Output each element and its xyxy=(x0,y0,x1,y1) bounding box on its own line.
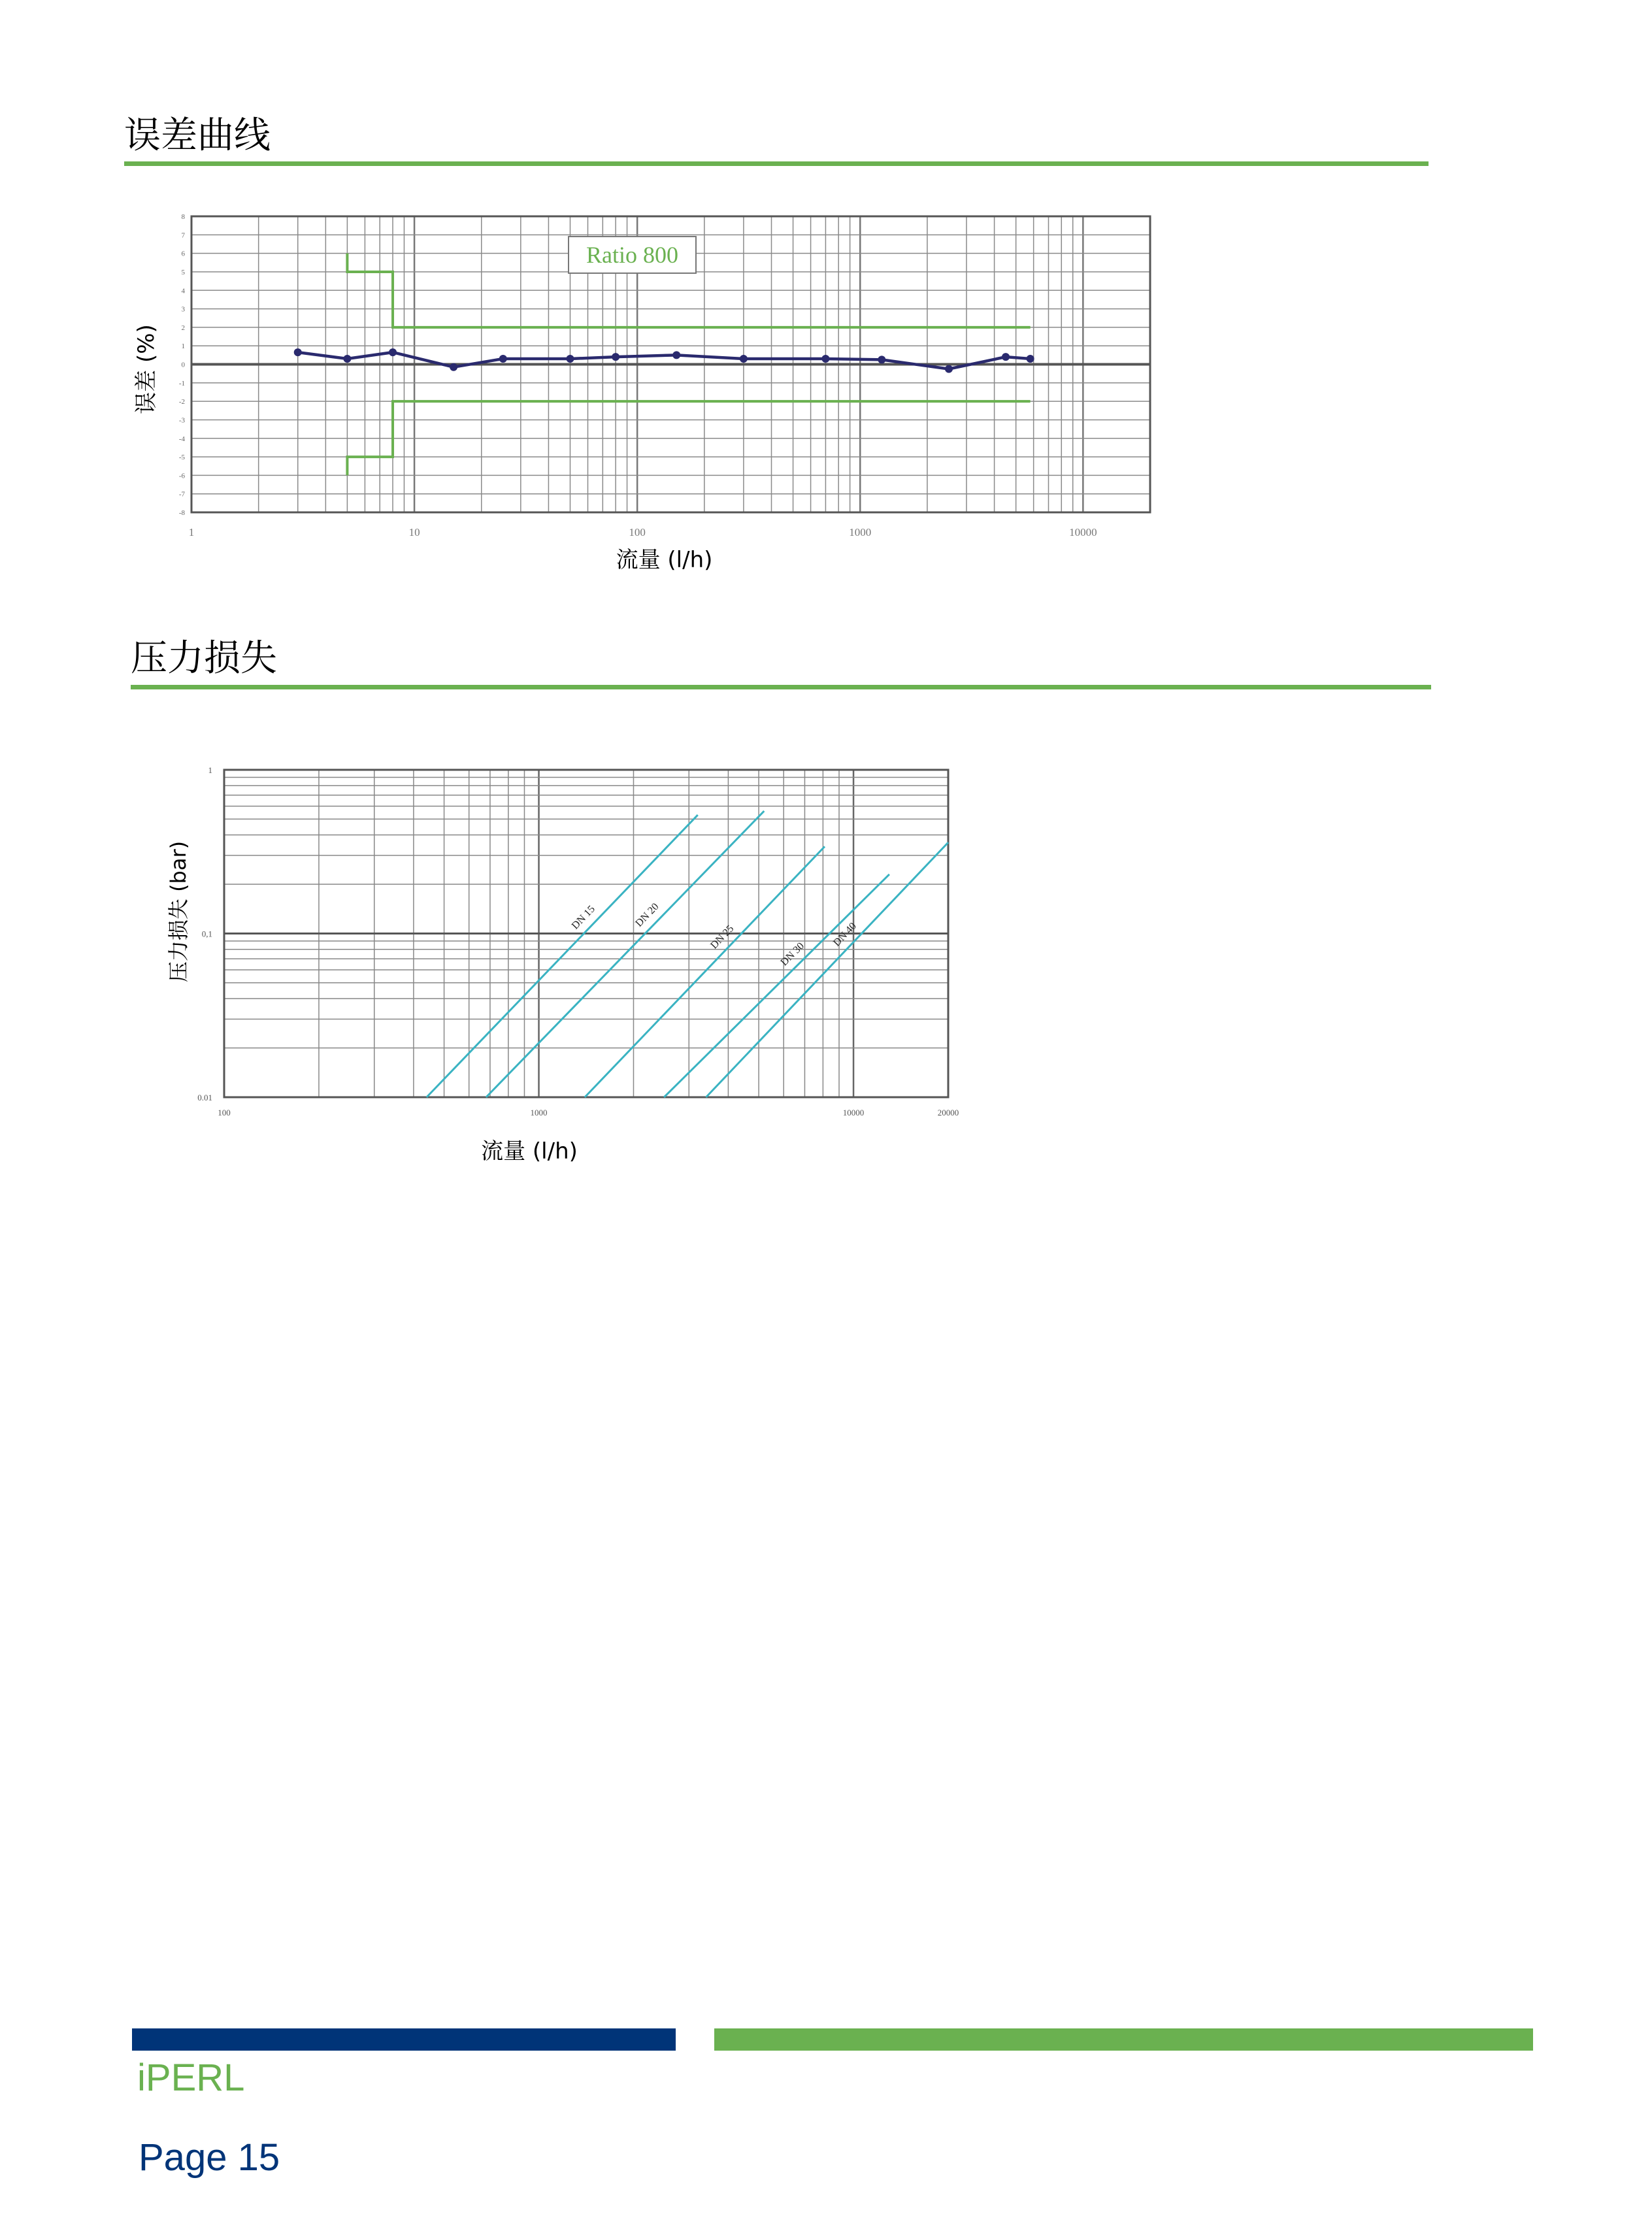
y-tick-label: 1 xyxy=(208,765,212,775)
y-tick-label: 2 xyxy=(181,323,185,332)
y-tick-label: -5 xyxy=(178,454,185,462)
section-title-error-curve: 误差曲线 xyxy=(124,114,271,157)
y-tick-label: 0.01 xyxy=(197,1093,212,1102)
footer-brand: iPERL xyxy=(137,2057,245,2099)
series-label: DN 15 xyxy=(569,903,597,932)
series-label: DN 30 xyxy=(778,940,807,968)
y-axis-title: 压力损失 (bar) xyxy=(166,840,191,983)
y-tick-label: 5 xyxy=(181,268,185,276)
y-tick-label: 1 xyxy=(181,342,185,351)
series-label: DN 25 xyxy=(708,923,736,951)
y-axis-title: 误差 (%) xyxy=(133,324,159,414)
y-tick-label: 3 xyxy=(181,305,185,314)
x-tick-label: 20000 xyxy=(937,1108,959,1117)
y-tick-label: -7 xyxy=(178,490,185,499)
series-line xyxy=(664,874,889,1097)
y-tick-label: -4 xyxy=(178,435,185,443)
y-tick-label: -2 xyxy=(178,398,185,406)
x-axis-title: 流量 (l/h) xyxy=(616,547,713,573)
y-tick-label: -6 xyxy=(178,472,185,480)
x-tick-label: 1 xyxy=(188,526,195,538)
x-tick-label: 1000 xyxy=(530,1108,548,1117)
y-tick-label: 8 xyxy=(181,213,185,221)
x-tick-label: 100 xyxy=(218,1108,231,1117)
ratio-annotation: Ratio 800 xyxy=(586,242,678,268)
y-tick-label: 7 xyxy=(181,231,185,240)
x-tick-label: 100 xyxy=(629,526,646,538)
series-label: DN 40 xyxy=(831,920,859,949)
footer-blue-bar xyxy=(132,2028,676,2051)
x-tick-label: 10000 xyxy=(1069,526,1097,538)
x-tick-label: 1000 xyxy=(849,526,872,538)
section-title-pressure-loss: 压力损失 xyxy=(131,637,277,680)
y-tick-label: 6 xyxy=(181,250,185,258)
y-tick-label: -8 xyxy=(178,509,185,517)
x-tick-label: 10000 xyxy=(842,1108,865,1117)
y-tick-label: -1 xyxy=(178,379,185,388)
footer-green-bar xyxy=(714,2028,1533,2051)
series-line xyxy=(427,815,698,1097)
y-tick-label: 4 xyxy=(181,287,185,295)
x-tick-label: 10 xyxy=(408,526,420,538)
y-tick-label: 0,1 xyxy=(201,929,212,939)
x-axis-title: 流量 (l/h) xyxy=(481,1138,578,1165)
y-tick-label: -3 xyxy=(178,416,185,425)
y-tick-label: 0 xyxy=(181,361,185,369)
series-label: DN 20 xyxy=(633,901,661,929)
footer-page-number: Page 15 xyxy=(139,2136,280,2179)
